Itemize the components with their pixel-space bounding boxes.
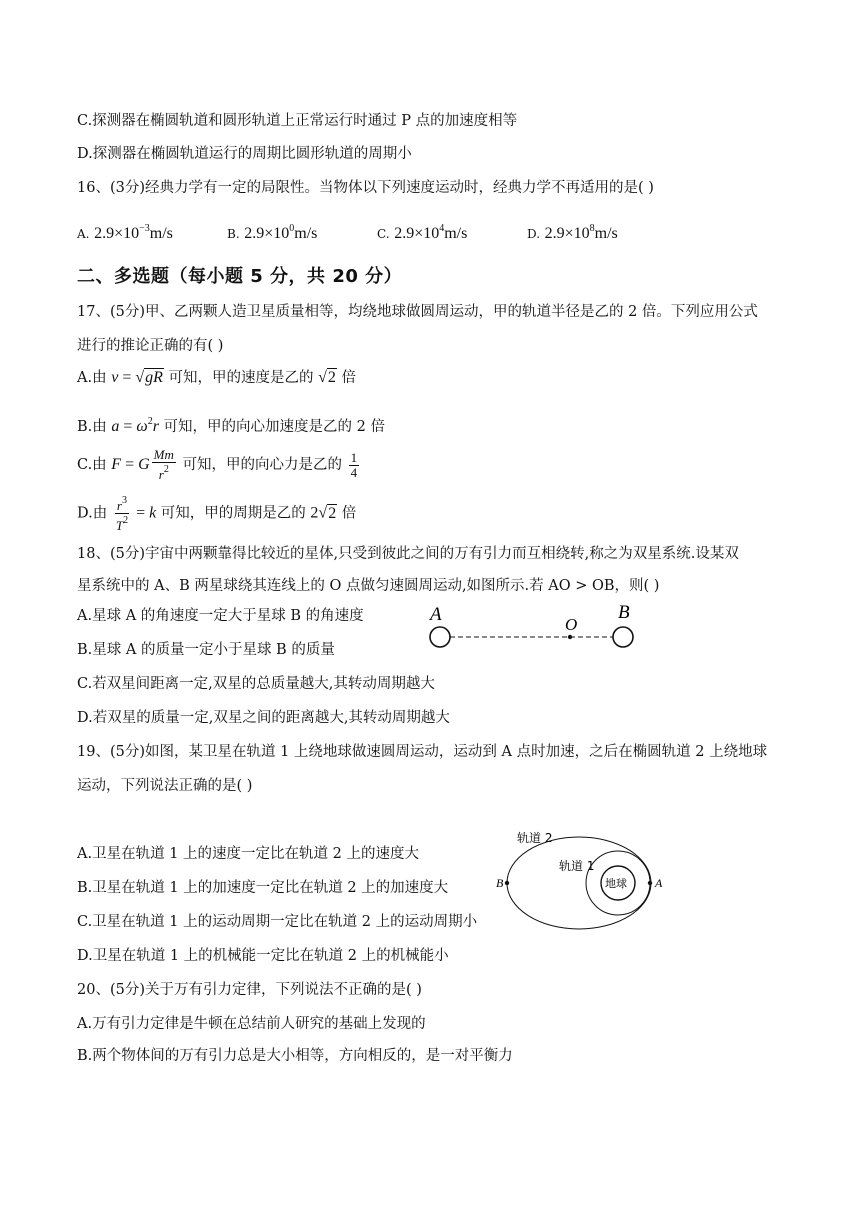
q16-option-a: A. $2.9\times 10^{-3}m/s$ bbox=[77, 223, 173, 242]
q18-stem-line1: 18、(5分)宇宙中两颗靠得比较近的星体,只受到彼此之间的万有引力而互相绕转,称之为双星系统.设某双 bbox=[77, 546, 739, 562]
star-a bbox=[430, 627, 450, 647]
q19-option-d: D.卫星在轨道 1 上的机械能一定比在轨道 2 上的机械能小 bbox=[77, 948, 449, 964]
orbit-diagram bbox=[495, 826, 670, 936]
center-o-label: O bbox=[565, 615, 578, 634]
q20-option-a: A.万有引力定律是牛顿在总结前人研究的基础上发现的 bbox=[77, 1016, 426, 1032]
star-a-label: A bbox=[430, 604, 442, 625]
center-point-o bbox=[568, 635, 572, 639]
q18-option-c: C.若双星间距离一定,双星的总质量越大,其转动周期越大 bbox=[77, 676, 435, 692]
q18-option-b: B.星球 A 的质量一定小于星球 B 的质量 bbox=[77, 642, 335, 658]
q18-stem-line2: 星系统中的 A、B 两星球绕其连线上的 O 点做匀速圆周运动,如图所示.若 AO > OB，则( ) bbox=[77, 578, 660, 594]
q17-option-a: A.由 v = √gR 可知，甲的速度是乙的 √2 倍 bbox=[77, 369, 357, 386]
point-b-label: B bbox=[496, 876, 504, 890]
q19-option-c: C.卫星在轨道 1 上的运动周期一定比在轨道 2 上的运动周期小 bbox=[77, 914, 478, 930]
point-b bbox=[505, 881, 509, 885]
q17-stem-line1: 17、(5分)甲、乙两颗人造卫星质量相等，均绕地球做圆周运动，甲的轨道半径是乙的 2 倍。下列应用公式 bbox=[77, 304, 758, 320]
section-heading-multiple-choice: 二、多选题（每小题 5 分，共 20 分） bbox=[77, 266, 403, 287]
q19-stem-line1: 19、(5分)如图，某卫星在轨道 1 上绕地球做速圆周运动，运动到 A 点时加速，之后在椭圆轨道 2 上绕地球 bbox=[77, 744, 768, 760]
q19-stem-line2: 运动，下列说法正确的是( ) bbox=[77, 778, 253, 794]
orbit-2 bbox=[507, 837, 651, 929]
q16-stem: 16、(3分)经典力学有一定的局限性。当物体以下列速度运动时，经典力学不再适用的是( ) bbox=[77, 180, 654, 196]
q17-option-c: C.由 F = G $\frac{Mm}{r^2}$ 可知，甲的向心力是乙的 $\frac{1}{4}$ bbox=[77, 447, 358, 482]
orbit-2-label: 轨道 2 bbox=[517, 831, 553, 845]
point-a-label: A bbox=[655, 876, 663, 890]
q16-option-c: C. $2.9\times 10^4m/s$ bbox=[377, 223, 468, 242]
q18-option-d: D.若双星的质量一定,双星之间的距离越大,其转动周期越大 bbox=[77, 710, 450, 726]
q15-option-d: D.探测器在椭圆轨道运行的周期比圆形轨道的周期小 bbox=[77, 146, 412, 162]
q19-option-a: A.卫星在轨道 1 上的速度一定比在轨道 2 上的速度大 bbox=[77, 846, 419, 862]
binary-star-diagram bbox=[420, 598, 650, 658]
q20-option-b: B.两个物体间的万有引力总是大小相等，方向相反的，是一对平衡力 bbox=[77, 1048, 513, 1064]
earth-label: 地球 bbox=[605, 877, 627, 890]
q17-option-b: B.由 $a = \omega^2r$ 可知，甲的向心加速度是乙的 2 倍 bbox=[77, 416, 385, 435]
q18-option-a: A.星球 A 的角速度一定大于星球 B 的角速度 bbox=[77, 608, 364, 624]
point-a bbox=[648, 881, 652, 885]
q16-option-d: D. $2.9\times 10^8m/s$ bbox=[527, 223, 618, 242]
orbit-1-label: 轨道 1 bbox=[559, 859, 595, 873]
q20-stem: 20、(5分)关于万有引力定律，下列说法不正确的是( ) bbox=[77, 982, 422, 998]
q17-stem-line2: 进行的推论正确的有( ) bbox=[77, 338, 224, 354]
q19-option-b: B.卫星在轨道 1 上的加速度一定比在轨道 2 上的加速度大 bbox=[77, 880, 449, 896]
star-b bbox=[613, 627, 633, 647]
q16-option-b: B. $2.9\times 10^0m/s$ bbox=[227, 223, 318, 242]
star-b-label: B bbox=[618, 602, 630, 623]
q15-option-c: C.探测器在椭圆轨道和圆形轨道上正常运行时通过 P 点的加速度相等 bbox=[77, 113, 518, 129]
q17-option-d: D.由 $\frac{r^3}{T^2}$ = k 可知，甲的周期是乙的 2√2 倍 bbox=[77, 495, 357, 533]
